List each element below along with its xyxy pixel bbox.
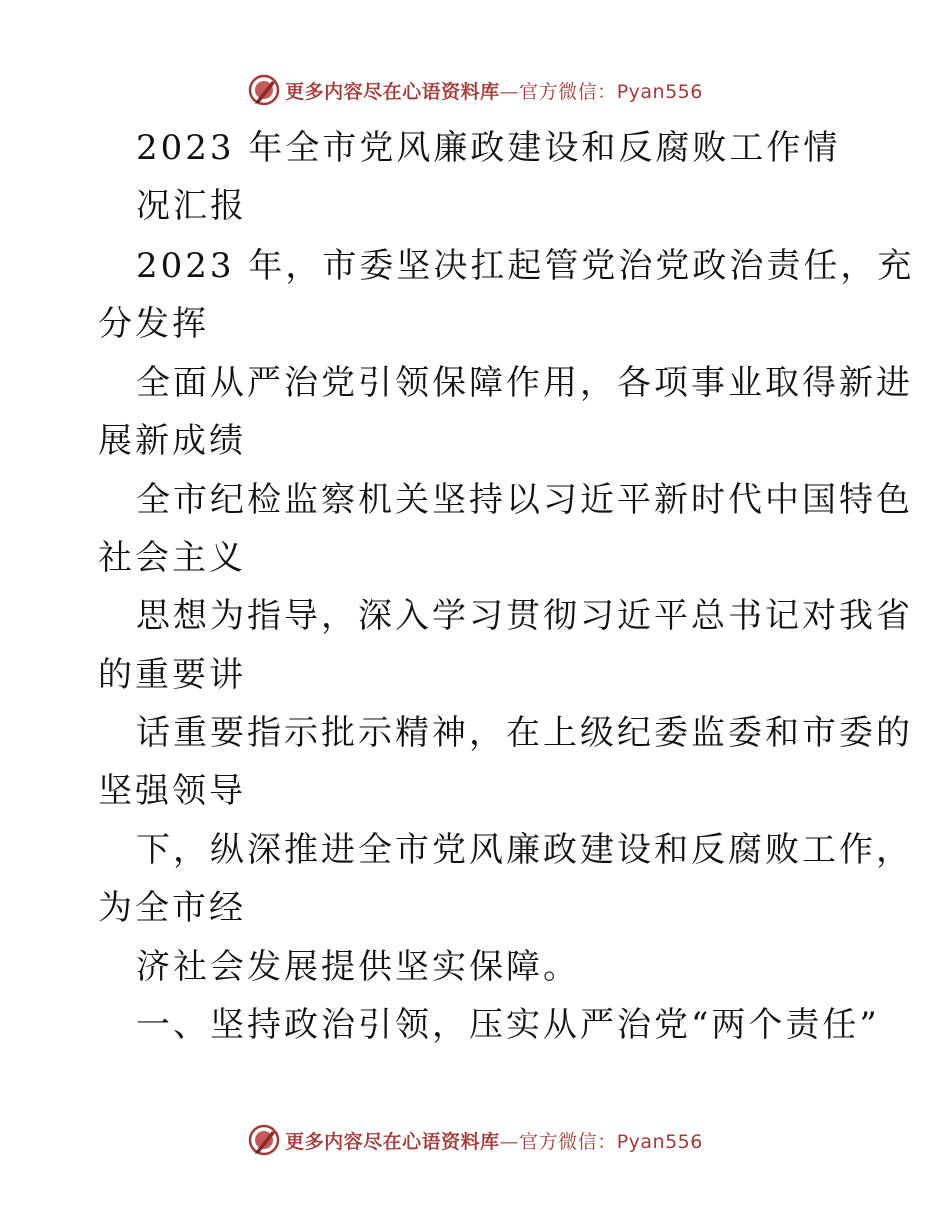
paragraph-line: 为全市经 bbox=[98, 888, 246, 928]
watermark-wechat-id: Pyan556 bbox=[616, 1130, 703, 1153]
paragraph-line: 话重要指示批示精神，在上级纪委监委和市委的 bbox=[136, 713, 913, 753]
watermark-wechat-id: Pyan556 bbox=[616, 80, 703, 103]
watermark-wechat-label: 官方微信： bbox=[519, 1130, 617, 1153]
paragraph-line: 思想为指导，深入学习贯彻习近平总书记对我省 bbox=[136, 596, 913, 636]
watermark-text bbox=[285, 1127, 703, 1154]
paragraph-line: 展新成绩 bbox=[98, 421, 246, 461]
watermark-separator: — bbox=[499, 80, 520, 103]
paragraph-line: 全市纪检监察机关坚持以习近平新时代中国特色 bbox=[136, 480, 913, 520]
pen-circle-logo-icon bbox=[247, 1123, 281, 1157]
footer-watermark bbox=[0, 1120, 950, 1160]
paragraph-line: 坚强领导 bbox=[98, 771, 246, 811]
section-heading-1: 一、坚持政治引领，压实从严治党“两个责任” bbox=[136, 1005, 880, 1045]
watermark-wechat-label: 官方微信： bbox=[519, 80, 617, 103]
paragraph-line: 社会主义 bbox=[98, 538, 246, 578]
document-title-line-2: 况汇报 bbox=[136, 186, 247, 226]
watermark-separator: — bbox=[499, 1130, 520, 1153]
paragraph-line: 全面从严治党引领保障作用，各项事业取得新进 bbox=[136, 363, 913, 403]
watermark-main-text: 更多内容尽在心语资料库 bbox=[285, 80, 500, 103]
paragraph-line: 分发挥 bbox=[98, 304, 209, 344]
paragraph-line: 下，纵深推进全市党风廉政建设和反腐败工作， bbox=[136, 830, 913, 870]
watermark-main-text: 更多内容尽在心语资料库 bbox=[285, 1130, 500, 1153]
document-title-line-1: 2023 年全市党风廉政建设和反腐败工作情 bbox=[136, 128, 841, 168]
paragraph-line: 2023 年，市委坚决扛起管党治党政治责任，充 bbox=[136, 246, 915, 286]
paragraph-line: 的重要讲 bbox=[98, 655, 246, 695]
paragraph-line: 济社会发展提供坚实保障。 bbox=[136, 947, 580, 987]
